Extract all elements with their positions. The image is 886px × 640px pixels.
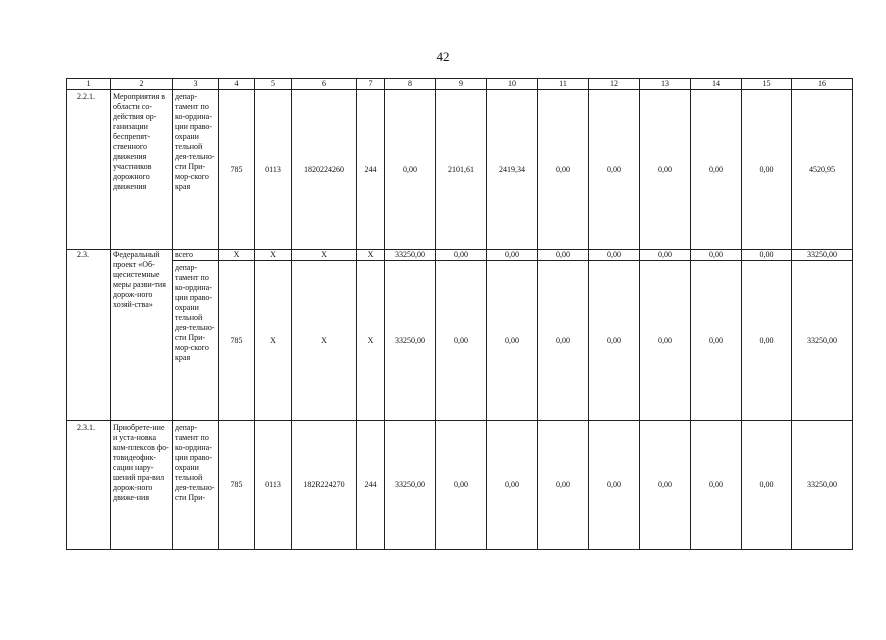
table-cell: 0,00 bbox=[487, 421, 538, 550]
header-cell: 15 bbox=[742, 79, 792, 90]
table-cell: 0,00 bbox=[436, 261, 487, 421]
table-cell: 0,00 bbox=[589, 250, 640, 261]
row-number: 2.3. bbox=[67, 250, 111, 421]
table-cell: 33250,00 bbox=[385, 421, 436, 550]
table-cell: 33250,00 bbox=[385, 250, 436, 261]
header-cell: 13 bbox=[640, 79, 691, 90]
header-cell: 4 bbox=[219, 79, 255, 90]
table-cell: 244 bbox=[357, 90, 385, 250]
table-cell: 0,00 bbox=[742, 90, 792, 250]
executor: всего bbox=[173, 250, 219, 261]
row-number: 2.2.1. bbox=[67, 90, 111, 250]
table-cell: 0,00 bbox=[487, 250, 538, 261]
table-cell: 0,00 bbox=[691, 421, 742, 550]
header-cell: 2 bbox=[111, 79, 173, 90]
page-number: 42 bbox=[436, 49, 450, 64]
table-cell: 0,00 bbox=[589, 90, 640, 250]
table-cell: 33250,00 bbox=[792, 250, 853, 261]
table-cell: 182R224270 bbox=[292, 421, 357, 550]
table-row bbox=[67, 90, 853, 250]
table-cell: 0,00 bbox=[538, 250, 589, 261]
table-cell: 0,00 bbox=[640, 421, 691, 550]
table-cell: 0,00 bbox=[436, 250, 487, 261]
table-cell: 0,00 bbox=[640, 250, 691, 261]
table-cell: 0,00 bbox=[538, 261, 589, 421]
budget-table bbox=[66, 78, 853, 550]
table-cell: 0,00 bbox=[640, 90, 691, 250]
table-cell: X bbox=[219, 250, 255, 261]
row-number: 2.3.1. bbox=[67, 421, 111, 550]
table-cell: 33250,00 bbox=[385, 261, 436, 421]
table-cell: 244 bbox=[357, 421, 385, 550]
table-cell: 0,00 bbox=[538, 90, 589, 250]
executor: депар-тамент по ко-ордина-ции право-охрани тельной дея-тельно-сти При- bbox=[173, 421, 219, 550]
table-row bbox=[67, 421, 853, 550]
table-cell: 0,00 bbox=[742, 261, 792, 421]
table-cell: 0,00 bbox=[538, 421, 589, 550]
table-cell: X bbox=[357, 250, 385, 261]
table-cell: 0,00 bbox=[589, 421, 640, 550]
table-cell: 0,00 bbox=[691, 261, 742, 421]
table-cell: 0,00 bbox=[487, 261, 538, 421]
table-cell: 2419,34 bbox=[487, 90, 538, 250]
header-cell: 1 bbox=[67, 79, 111, 90]
table-cell: X bbox=[292, 250, 357, 261]
header-cell: 8 bbox=[385, 79, 436, 90]
table-row bbox=[67, 261, 853, 421]
measure-name: Федеральный проект «Об-щесистемные меры разви-тия дорож-ного хозяй-ства» bbox=[111, 250, 173, 421]
header-cell: 6 bbox=[292, 79, 357, 90]
table-cell: 33250,00 bbox=[792, 261, 853, 421]
header-cell: 16 bbox=[792, 79, 853, 90]
header-cell: 5 bbox=[255, 79, 292, 90]
header-cell: 3 bbox=[173, 79, 219, 90]
table-cell: 785 bbox=[219, 421, 255, 550]
header-cell: 14 bbox=[691, 79, 742, 90]
header-cell: 9 bbox=[436, 79, 487, 90]
table-cell: 2101,61 bbox=[436, 90, 487, 250]
header-cell: 12 bbox=[589, 79, 640, 90]
table-cell: 0113 bbox=[255, 421, 292, 550]
table-cell: 0,00 bbox=[742, 250, 792, 261]
table-cell: 0,00 bbox=[385, 90, 436, 250]
table-cell: 785 bbox=[219, 261, 255, 421]
table-cell: X bbox=[357, 261, 385, 421]
header-cell: 10 bbox=[487, 79, 538, 90]
table-cell: 0,00 bbox=[640, 261, 691, 421]
table-cell: 0,00 bbox=[691, 250, 742, 261]
measure-name: Приобрете-ние и уста-новка ком-плексов фо-товидеофик-сации нару-шений пра-вил дорож-ного движе-ния bbox=[111, 421, 173, 550]
table-cell: X bbox=[292, 261, 357, 421]
table-cell: 0113 bbox=[255, 90, 292, 250]
table-cell: 0,00 bbox=[691, 90, 742, 250]
table-cell: 4520,95 bbox=[792, 90, 853, 250]
table-cell: 785 bbox=[219, 90, 255, 250]
table-row bbox=[67, 250, 853, 261]
table-cell: X bbox=[255, 250, 292, 261]
table-cell: 0,00 bbox=[436, 421, 487, 550]
table-cell: 0,00 bbox=[742, 421, 792, 550]
executor: депар-тамент по ко-ордина-ции право-охрани тельной дея-тельно-сти При-мор-ского края bbox=[173, 90, 219, 250]
header-cell: 11 bbox=[538, 79, 589, 90]
table-cell: 0,00 bbox=[589, 261, 640, 421]
header-cell: 7 bbox=[357, 79, 385, 90]
table-cell: 33250,00 bbox=[792, 421, 853, 550]
executor: депар-тамент по ко-ордина-ции право-охрани тельной дея-тельно-сти При-мор-ского края bbox=[173, 261, 219, 421]
table-cell: X bbox=[255, 261, 292, 421]
measure-name: Мероприятия в области со-действия ор-ганизации беспрепят-ственного движения участников дорожного движения bbox=[111, 90, 173, 250]
header-row bbox=[67, 79, 853, 90]
table-cell: 1820224260 bbox=[292, 90, 357, 250]
